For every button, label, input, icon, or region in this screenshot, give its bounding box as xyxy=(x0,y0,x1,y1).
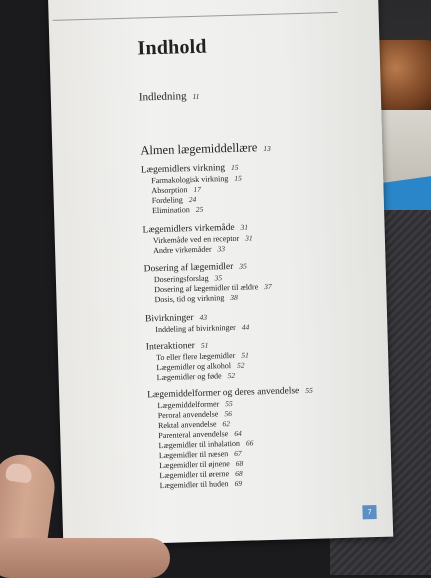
page-number-badge: 7 xyxy=(362,505,376,519)
toc-entry-title: Inddeling af bivirkninger xyxy=(155,322,236,335)
toc-entry xyxy=(153,233,253,245)
toc-entry-page: 55 xyxy=(225,399,233,409)
toc-entry-title: Interaktioner xyxy=(145,341,196,353)
toc-entry-title: Dosis, tid og virkning xyxy=(154,293,225,305)
toc-entry xyxy=(154,273,222,284)
toc-entry-page: 56 xyxy=(224,409,232,419)
toc-entry xyxy=(145,313,207,325)
toc-entry-page: 66 xyxy=(245,438,254,448)
header-rule xyxy=(53,12,338,21)
toc-entry-title: Peroral anvendelse xyxy=(157,409,219,421)
toc-entry-title: Fordeling xyxy=(151,195,183,206)
toc-entry-title: Lægemidler og føde xyxy=(156,371,222,383)
toc-entry-title: Lægemiddelformer xyxy=(157,399,220,411)
toc-entry-page: 24 xyxy=(188,194,197,205)
toc-entry-title: Lægemidler til øjnene xyxy=(159,459,230,471)
toc-entry-title: Lægemidler til inhalation xyxy=(158,438,241,451)
toc-entry xyxy=(152,205,204,215)
toc-entry-title: Rektal anvendelse xyxy=(157,419,217,431)
toc-entry-title: Indledning xyxy=(138,90,187,104)
toc-entry-title: Parenteral anvendelse xyxy=(158,429,229,441)
toc-entry-page: 52 xyxy=(227,370,236,381)
toc-entry-title: Lægemidler og alkohol xyxy=(156,361,232,373)
toc-entry-title: Dosering af lægemidler til ældre xyxy=(154,282,259,295)
toc-entry-page: 69 xyxy=(234,478,243,488)
toc-entry xyxy=(152,195,197,205)
toc-entry-page: 37 xyxy=(264,281,272,292)
toc-entry xyxy=(153,244,225,255)
toc-entry-page: 68 xyxy=(235,458,244,468)
toc-entry-page: 25 xyxy=(195,204,204,214)
toc-entry-page: 43 xyxy=(199,312,208,322)
toc-entry-page: 67 xyxy=(234,448,242,458)
toc-entry-title: Elimination xyxy=(151,205,190,216)
toc-entry-page: 44 xyxy=(241,322,250,332)
toc-entry-title: Lægemidlers virkemåde xyxy=(142,222,235,236)
toc-entry-page: 33 xyxy=(217,244,226,254)
toc-entry-title: Dosering af lægemidler xyxy=(143,261,234,275)
toc-entry-page: 35 xyxy=(239,261,247,271)
toc-entry-title: Doseringsforslag xyxy=(153,273,209,285)
toc-entry-title: To eller flere lægemidler xyxy=(156,350,236,363)
table-of-contents xyxy=(137,35,313,491)
toc-entry xyxy=(151,174,242,186)
toc-entry-page: 51 xyxy=(241,350,249,360)
toc-entry-page: 62 xyxy=(222,419,231,429)
toc-entry-title: Lægemiddelformer og deres anvendelse xyxy=(147,386,300,401)
toc-entry-title: Absorption xyxy=(151,185,188,196)
toc-entry-page: 17 xyxy=(193,184,202,195)
toc-entry-title: Almen lægemiddellære xyxy=(140,140,258,158)
toc-entry-page: 11 xyxy=(192,91,200,102)
toc-entry-page: 38 xyxy=(230,292,238,303)
toc-entry-title: Lægemidler til huden xyxy=(159,479,229,491)
toc-entry-page: 31 xyxy=(245,233,253,243)
toc-entry-page: 31 xyxy=(240,222,249,232)
toc-entry-page: 15 xyxy=(234,173,242,183)
toc-entry xyxy=(146,341,209,353)
toc-entry-title: Lægemidler til næsen xyxy=(158,449,229,461)
toc-entry xyxy=(139,90,200,104)
toc-entry-page: 13 xyxy=(263,143,271,154)
toc-entry-page: 64 xyxy=(234,428,242,438)
toc-entry xyxy=(154,282,272,294)
toc-entry-page: 55 xyxy=(305,385,313,395)
finger xyxy=(0,538,170,578)
toc-entry-title: Lægemidlers virkning xyxy=(140,163,226,176)
toc-entry xyxy=(160,479,243,490)
toc-entry xyxy=(144,262,247,275)
toc-entry-title: Bivirkninger xyxy=(144,313,194,325)
toc-entry-title: Lægemidler til ørerne xyxy=(159,469,230,481)
page-title: Indhold xyxy=(137,35,208,60)
toc-entry xyxy=(154,293,238,304)
toc-entry xyxy=(155,323,249,335)
toc-entry xyxy=(157,371,236,382)
toc-entry-page: 15 xyxy=(230,162,239,172)
toc-entry-title: Virkemåde ved en receptor xyxy=(152,233,240,246)
toc-entry-title: Andre virkemåder xyxy=(153,244,212,256)
toc-entry-page: 52 xyxy=(236,360,245,370)
toc-entry-page: 35 xyxy=(214,273,223,283)
toc-entry xyxy=(140,140,271,159)
toc-entry-page: 51 xyxy=(200,340,209,350)
toc-entry xyxy=(151,185,201,195)
toc-entry-title: Farmakologisk virkning xyxy=(151,174,229,186)
toc-entry-page: 68 xyxy=(235,468,243,478)
book-page xyxy=(48,0,393,546)
